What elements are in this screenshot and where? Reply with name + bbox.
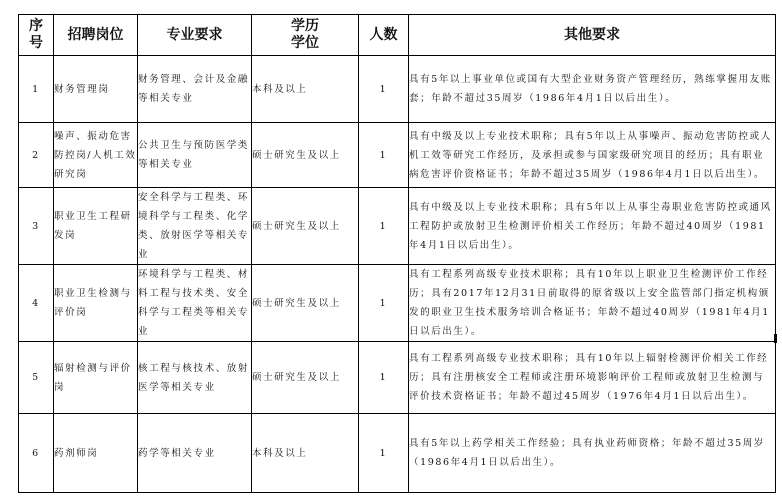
cell-position: 职业卫生工程研发岗	[54, 188, 138, 265]
cell-count: 1	[359, 414, 409, 493]
cell-major: 环境科学与工程类、材料工程与技术类、安全科学与工程类等相关专业	[138, 265, 252, 342]
cell-education: 硕士研究生及以上	[252, 123, 359, 188]
cell-no: 4	[19, 265, 54, 342]
cell-position: 职业卫生检测与评价岗	[54, 265, 138, 342]
cell-no: 1	[19, 56, 54, 123]
header-position: 招聘岗位	[54, 15, 138, 56]
table-row	[19, 188, 776, 265]
cell-no: 5	[19, 342, 54, 414]
cell-position: 噪声、振动危害防控岗/人机工效研究岗	[54, 123, 138, 188]
cell-education: 本科及以上	[252, 56, 359, 123]
cell-position: 药剂师岗	[54, 414, 138, 493]
cell-other: 具有中级及以上专业技术职称；具有5年以上从事尘毒职业危害防控或通风工程防护或放射卫生检测评价相关工作经历；年龄不超过40周岁（1981年4月1日以后出生）。	[409, 188, 776, 265]
cell-major: 公共卫生与预防医学类等相关专业	[138, 123, 252, 188]
header-no-line1: 序	[29, 18, 43, 34]
cell-education: 硕士研究生及以上	[252, 342, 359, 414]
table-row	[19, 123, 776, 188]
cell-major: 安全科学与工程类、环境科学与工程类、化学类、放射医学等相关专业	[138, 188, 252, 265]
cell-major: 药学等相关专业	[138, 414, 252, 493]
cell-no: 2	[19, 123, 54, 188]
cell-education: 本科及以上	[252, 414, 359, 493]
header-major: 专业要求	[138, 15, 252, 56]
table-row	[19, 414, 776, 493]
cell-other: 具有工程系列高级专业技术职称；具有10年以上辐射检测评价相关工作经历；具有注册核安全工程师或注册环境影响评价工程师或放射卫生检测与评价技术资格证书；年龄不超过45周岁（1976年4月1日以后出生）。	[409, 342, 776, 414]
header-no	[19, 15, 54, 56]
recruitment-table	[18, 14, 776, 493]
page-edge-marker	[774, 334, 777, 343]
cell-count: 1	[359, 188, 409, 265]
cell-count: 1	[359, 342, 409, 414]
header-no-line2: 号	[29, 35, 43, 51]
cell-count: 1	[359, 265, 409, 342]
cell-education: 硕士研究生及以上	[252, 188, 359, 265]
cell-education: 硕士研究生及以上	[252, 265, 359, 342]
cell-major: 财务管理、会计及金融等相关专业	[138, 56, 252, 123]
header-edu-line2: 学位	[291, 35, 319, 51]
cell-count: 1	[359, 56, 409, 123]
header-row	[19, 15, 776, 56]
cell-no: 6	[19, 414, 54, 493]
cell-position: 辐射检测与评价岗	[54, 342, 138, 414]
table-row	[19, 56, 776, 123]
cell-count: 1	[359, 123, 409, 188]
header-edu-line1: 学历	[291, 18, 319, 34]
header-other: 其他要求	[409, 15, 776, 56]
header-education	[252, 15, 359, 56]
cell-other: 具有5年以上药学相关工作经验；具有执业药师资格；年龄不超过35周岁（1986年4月1日以后出生）。	[409, 414, 776, 493]
table-row	[19, 265, 776, 342]
cell-other: 具有工程系列高级专业技术职称；具有10年以上职业卫生检测评价工作经历；具有2017年12月31日前取得的原省级以上安全监管部门指定机构颁发的职业卫生技术服务培训合格证书；年龄不超过40周岁（1981年4月1日以后出生）。	[409, 265, 776, 342]
table-row	[19, 342, 776, 414]
cell-no: 3	[19, 188, 54, 265]
cell-position: 财务管理岗	[54, 56, 138, 123]
header-count: 人数	[359, 15, 409, 56]
cell-other: 具有5年以上事业单位或国有大型企业财务资产管理经历，熟练掌握用友账套；年龄不超过35周岁（1986年4月1日以后出生）。	[409, 56, 776, 123]
cell-major: 核工程与核技术、放射医学等相关专业	[138, 342, 252, 414]
cell-other: 具有中级及以上专业技术职称；具有5年以上从事噪声、振动危害防控或人机工效等研究工作经历，及承担或参与国家级研究项目的经历；具有职业病危害评价资格证书；年龄不超过35周岁（1986年4月1日以后出生）。	[409, 123, 776, 188]
